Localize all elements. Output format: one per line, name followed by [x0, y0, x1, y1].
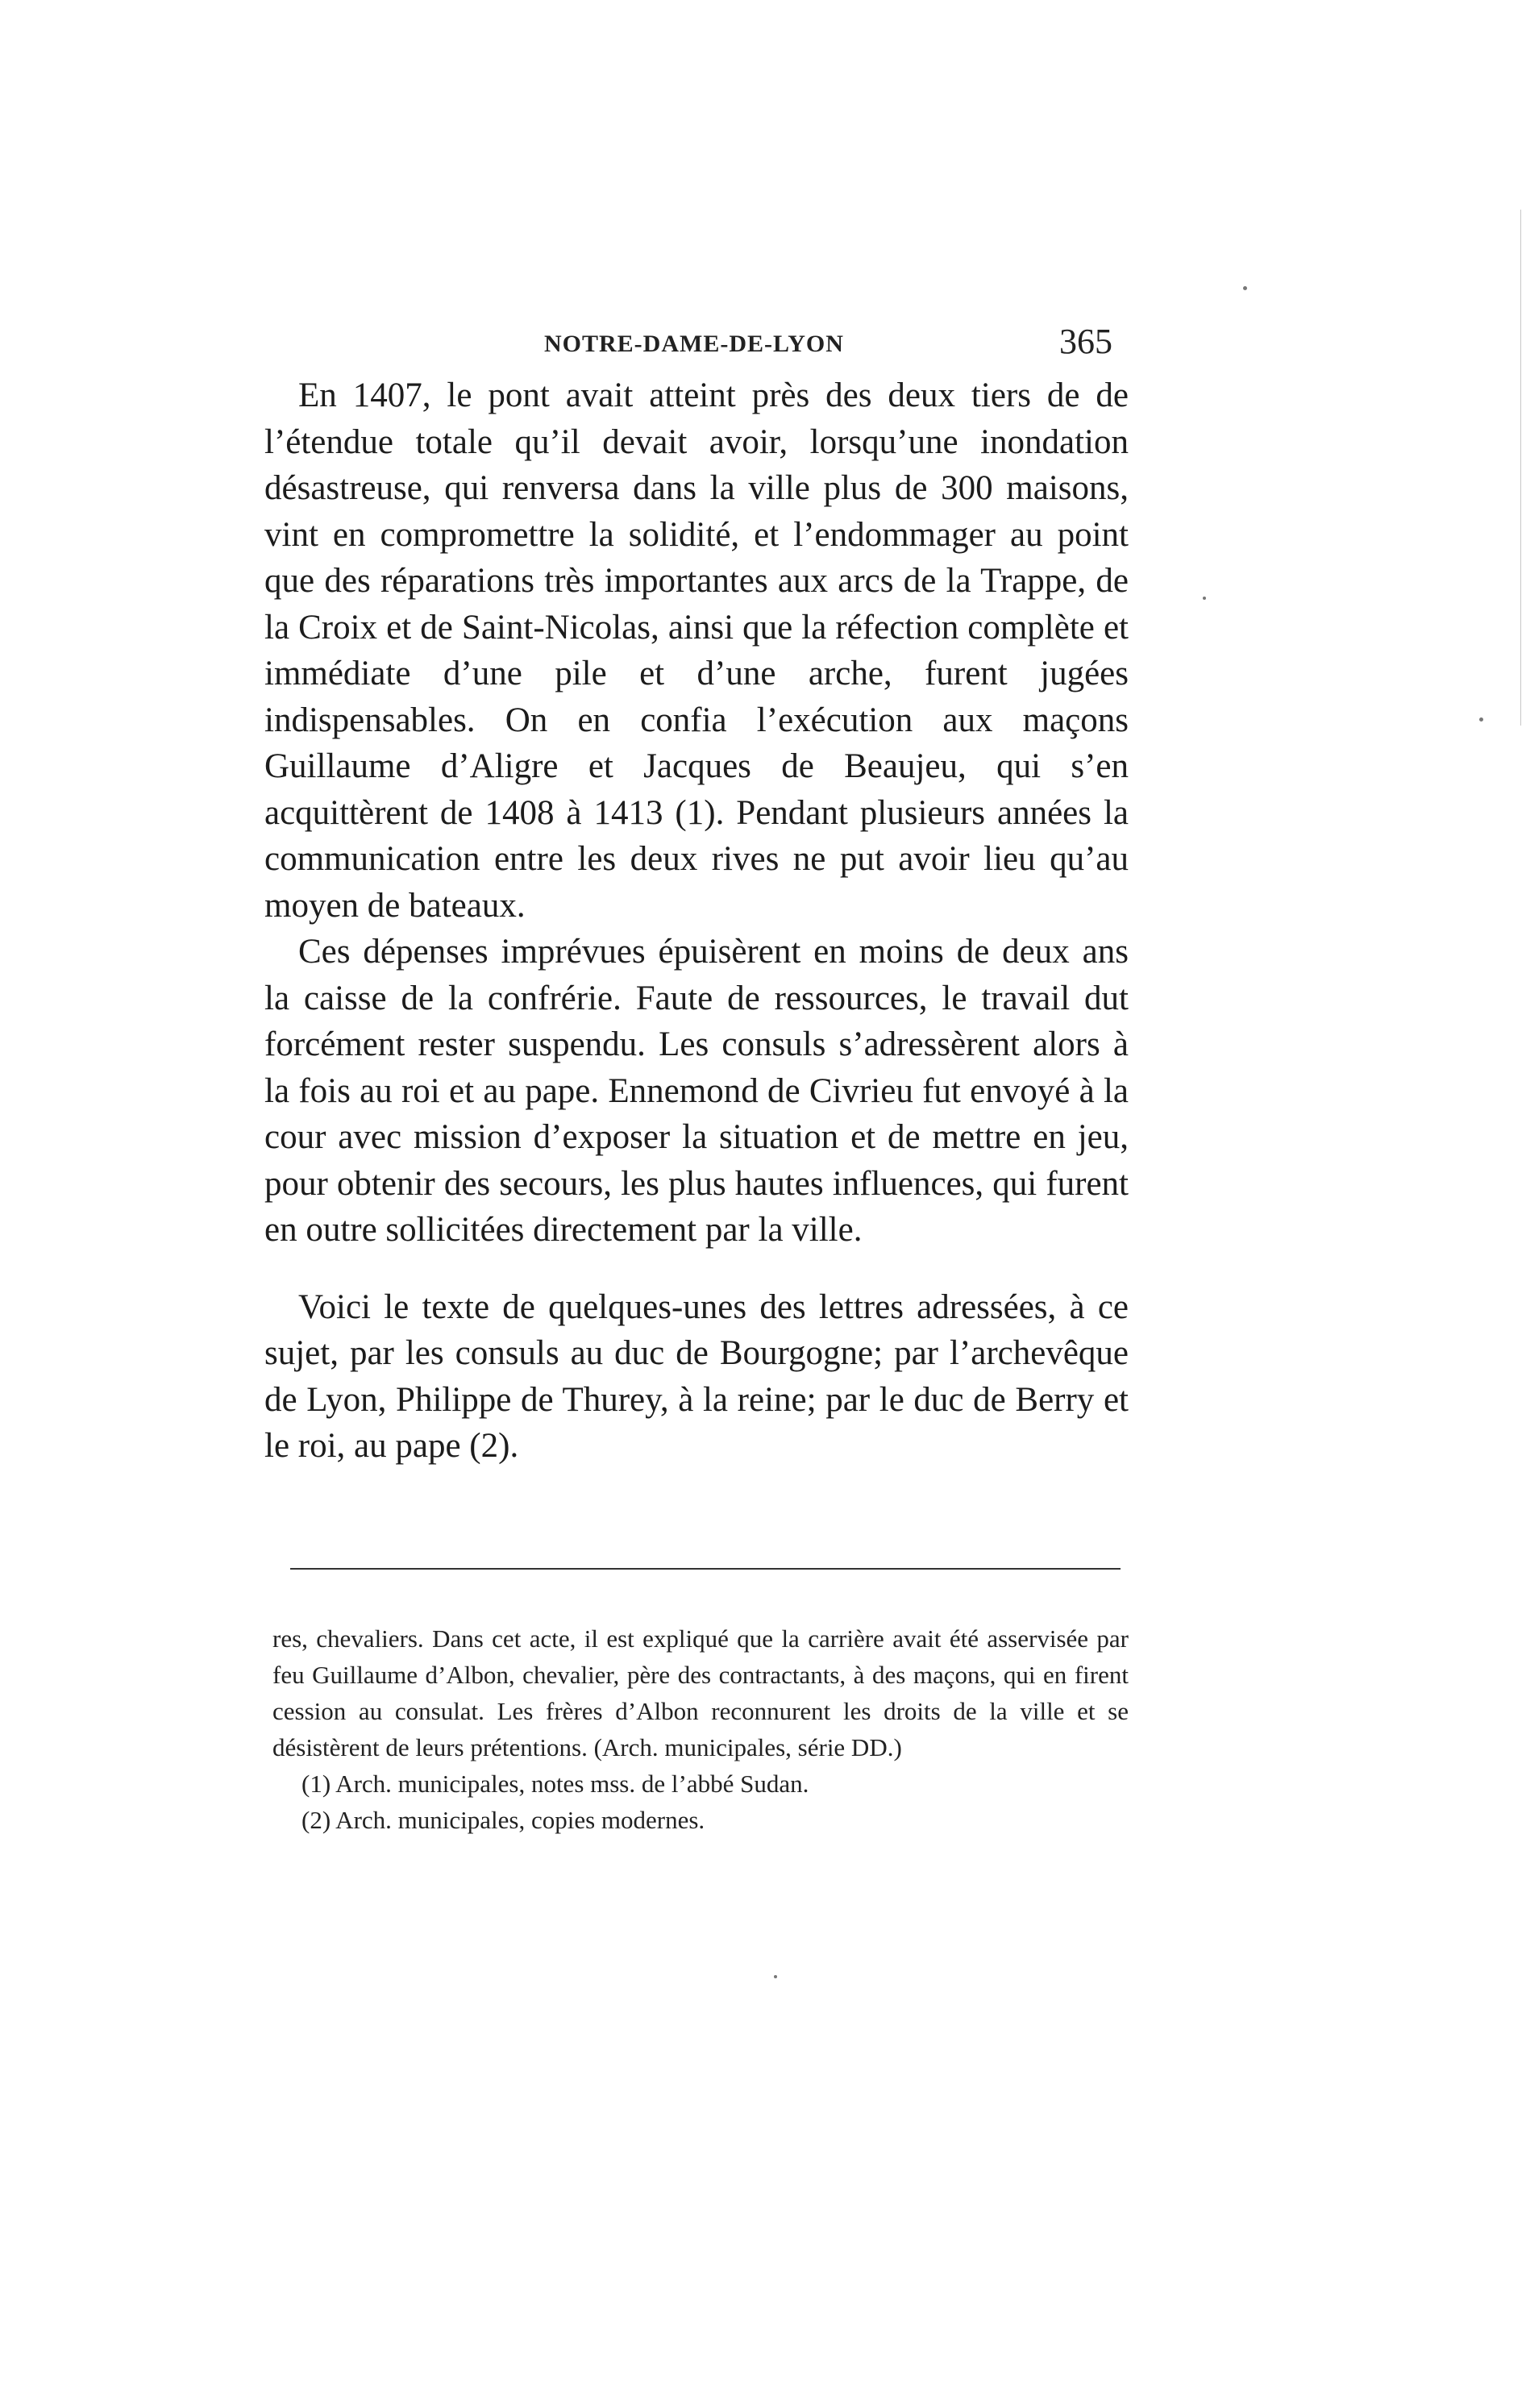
paragraph: Ces dépenses imprévues épuisèrent en moins de deux ans la caisse de la confrérie. Faute de ressources, le travail dut forcément rester suspendu. Les consuls s’adressèrent alors à la fois au roi et au pape. Ennemond de Civrieu fut envoyé à la cour avec mission d’exposer la situation et de mettre en jeu, pour obtenir des secours, les plus hautes influences, qui furent en outre sollicitées directement par la ville. — [264, 933, 1129, 1249]
running-title: NOTRE-DAME-DE-LYON — [544, 331, 844, 357]
paragraph: Voici le texte de quelques-unes des lettres adressées, à ce sujet, par les consuls au duc de Bourgogne; par l’archevêque de Lyon, Philippe de Thurey, à la reine; par le duc de Berry et le roi, au pape (2). — [264, 1287, 1129, 1465]
scan-speck — [1203, 597, 1206, 600]
footnotes — [272, 1620, 1129, 1838]
scan-speck — [774, 1975, 777, 1978]
page-number: 365 — [1059, 322, 1112, 361]
scan-speck — [1479, 717, 1483, 722]
scan-speck — [1243, 286, 1247, 290]
footnote-continuation: res, chevaliers. Dans cet acte, il est expliqué que la carrière avait été asservisée par feu Guillaume d’Albon, chevalier, père des contractants, à des maçons, qui en firent cession au consulat. Les frères d’Albon reconnurent les droits de la ville et se désistèrent de leurs prétentions. (Arch. municipales, série DD.) — [272, 1624, 1129, 1761]
main-text — [264, 372, 1129, 1470]
paragraph: En 1407, le pont avait atteint près des deux tiers de de l’étendue totale qu’il devait avoir, lorsqu’une inondation désastreuse, qui renversa dans la ville plus de 300 maisons, vint en compromettre la solidité, et l’endommager au point que des réparations très importantes aux arcs de la Trappe, de la Croix et de Saint-Nicolas, ainsi que la réfection complète et immédiate d’une pile et d’une arche, furent jugées indispensables. On en confia l’exécution aux maçons Guillaume d’Aligre et Jacques de Beaujeu, qui s’en acquittèrent de 1408 à 1413 (1). Pendant plusieurs années la communication entre les deux rives ne put avoir lieu qu’au moyen de bateaux. — [264, 376, 1129, 925]
page-header — [266, 321, 1137, 369]
footnote-1: (1) Arch. municipales, notes mss. de l’abbé Sudan. — [301, 1770, 809, 1798]
scan-edge-line — [1520, 210, 1521, 726]
footnote-separator — [290, 1568, 1121, 1570]
footnote-2: (2) Arch. municipales, copies modernes. — [301, 1806, 705, 1834]
